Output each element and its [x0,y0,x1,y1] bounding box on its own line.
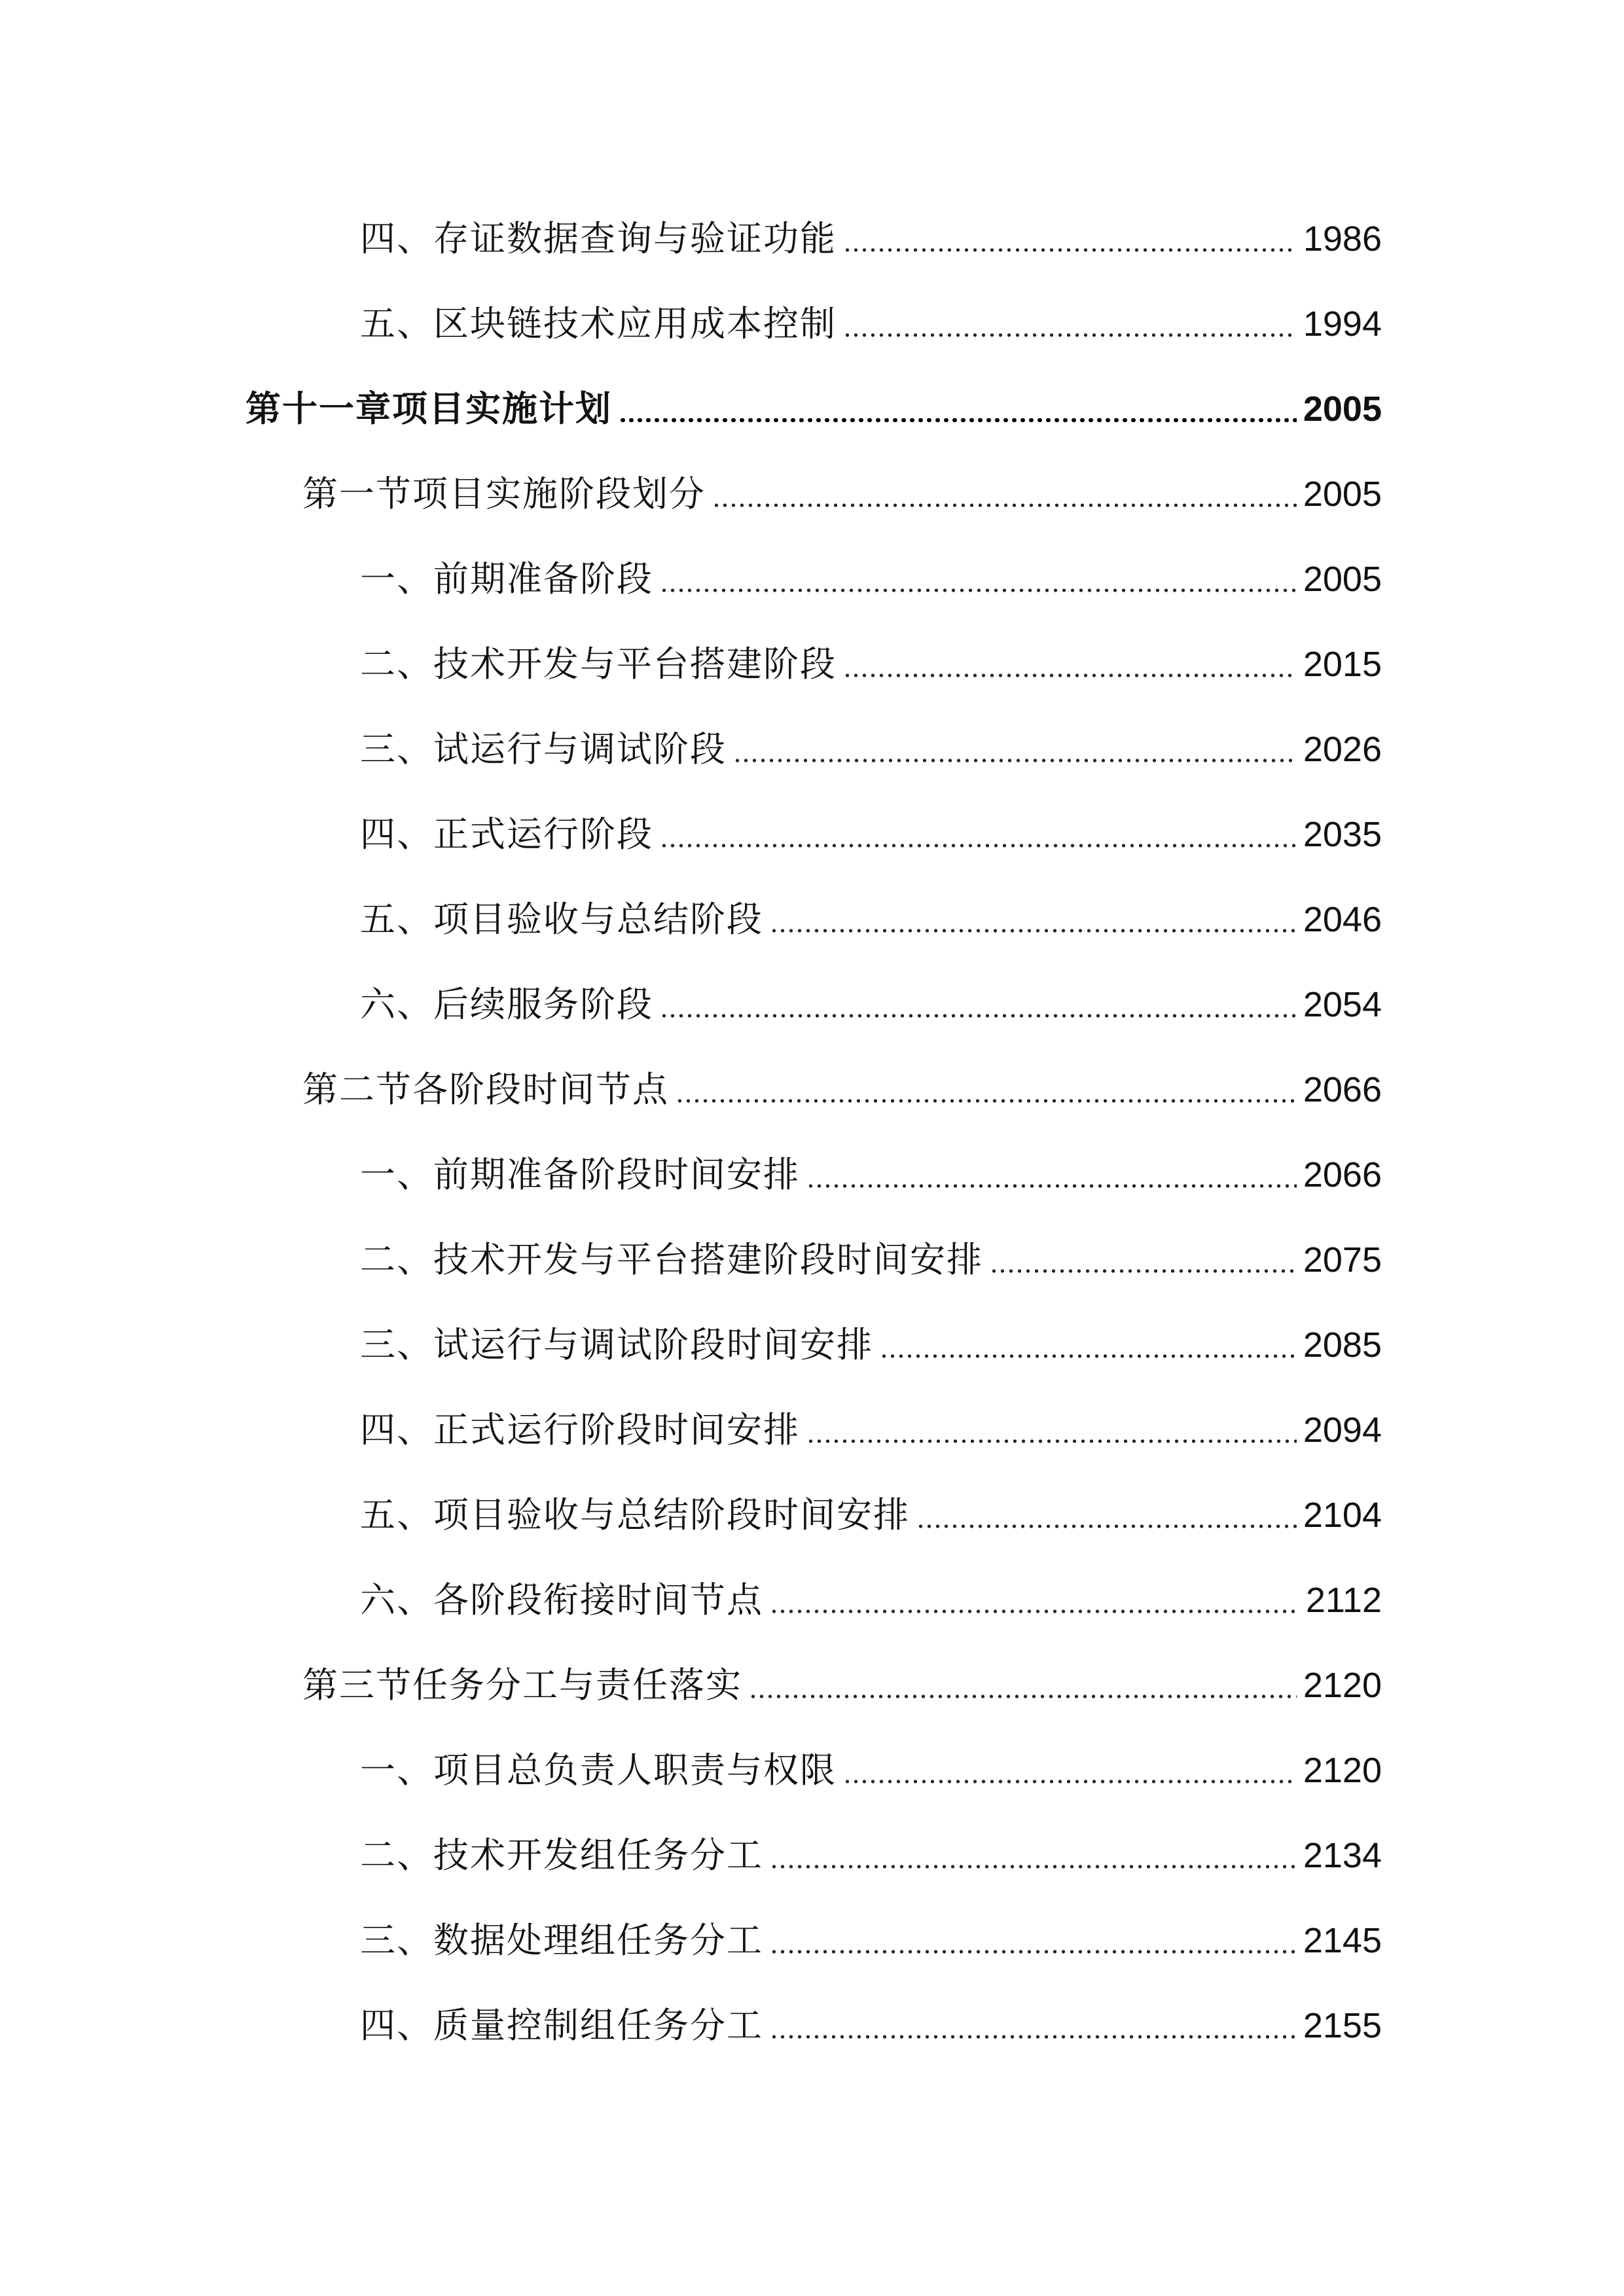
toc-entry-page: 2112 [1305,1581,1382,1620]
toc-entry-page: 2035 [1303,815,1382,854]
toc-entry[interactable] [360,295,1382,353]
toc-entry-page: 2015 [1303,645,1382,684]
toc-entry-title: 第一节项目实施阶段划分 [302,473,706,514]
dot-leader [770,1911,1297,1970]
toc-entry-title: 四、存证数据查询与验证功能 [360,218,837,259]
toc-entry[interactable] [360,1996,1382,2055]
toc-entry[interactable] [360,975,1382,1034]
toc-entry[interactable] [360,805,1382,864]
dot-leader [843,295,1297,353]
toc-entry-title: 一、项目总负责人职责与权限 [360,1749,837,1791]
toc-entry[interactable] [360,550,1382,609]
dot-leader [843,635,1297,694]
toc-entry-page: 2046 [1303,900,1382,939]
dot-leader [770,1826,1297,1885]
toc-entry-title: 六、后续服务阶段 [360,984,653,1025]
dot-leader [660,805,1297,864]
toc-chapter-entry[interactable] [245,380,1382,439]
toc-entry-page: 2005 [1303,560,1382,599]
toc-entry-page: 2145 [1303,1921,1382,1960]
toc-entry-title: 四、正式运行阶段时间安排 [360,1409,800,1450]
toc-entry-title: 第三节任务分工与责任落实 [302,1664,742,1706]
toc-entry-page: 2085 [1303,1325,1382,1365]
toc-entry[interactable] [360,1571,1382,1630]
toc-entry-page: 1986 [1303,219,1382,259]
toc-entry-title: 五、项目验收与总结阶段时间安排 [360,1494,910,1535]
dot-leader [770,1996,1297,2055]
dot-leader [990,1230,1297,1289]
toc-entry-title: 二、技术开发组任务分工 [360,1835,763,1876]
toc-entry-title: 四、质量控制组任务分工 [360,2005,763,2046]
dot-leader [843,209,1297,268]
toc-entry-page: 2066 [1303,1155,1382,1194]
toc-entry-page: 2120 [1303,1751,1382,1790]
toc-entry[interactable] [360,720,1382,779]
toc-entry-title: 第十一章项目实施计划 [245,388,612,429]
dot-leader [749,1656,1297,1715]
dot-leader [806,1145,1297,1204]
toc-entry-title: 第二节各阶段时间节点 [302,1069,669,1110]
toc-entry-page: 2054 [1303,985,1382,1024]
toc-entry-page: 2005 [1303,389,1382,429]
toc-entry[interactable] [360,209,1382,268]
toc-entry-title: 四、正式运行阶段 [360,814,653,855]
dot-leader [770,890,1297,949]
toc-entry[interactable] [360,1486,1382,1545]
toc-entry-title: 五、项目验收与总结阶段 [360,899,763,940]
toc-entry-page: 2094 [1303,1410,1382,1450]
toc-entry-page: 1994 [1303,304,1382,344]
toc-entry-title: 一、前期准备阶段 [360,558,653,600]
toc-section-entry[interactable] [302,465,1382,524]
toc-entry-page: 2155 [1303,2006,1382,2045]
toc-entry[interactable] [360,1826,1382,1885]
dot-leader [660,550,1297,609]
toc-entry-title: 六、各阶段衔接时间节点 [360,1579,763,1621]
toc-section-entry[interactable] [302,1656,1382,1715]
dot-leader [676,1060,1297,1119]
toc-entry-page: 2005 [1303,475,1382,514]
dot-leader [916,1486,1297,1545]
dot-leader [880,1316,1297,1374]
toc-entry[interactable] [360,890,1382,949]
toc-entry-title: 三、数据处理组任务分工 [360,1920,763,1961]
toc-entry-page: 2134 [1303,1836,1382,1875]
toc-entry[interactable] [360,1145,1382,1204]
toc-entry[interactable] [360,1911,1382,1970]
dot-leader [806,1401,1297,1460]
toc-entry[interactable] [360,1741,1382,1800]
toc-entry-page: 2104 [1303,1496,1382,1535]
toc-entry-page: 2075 [1303,1240,1382,1280]
dot-leader [660,975,1297,1034]
toc-entry-title: 三、试运行与调试阶段时间安排 [360,1324,873,1365]
toc-entry-title: 二、技术开发与平台搭建阶段 [360,643,837,685]
toc-entry-title: 五、区块链技术应用成本控制 [360,303,837,344]
dot-leader [619,380,1297,439]
dot-leader [712,465,1297,524]
toc-entry-page: 2026 [1303,730,1382,769]
toc-entry[interactable] [360,1230,1382,1289]
toc-entry-title: 一、前期准备阶段时间安排 [360,1154,800,1195]
dot-leader [843,1741,1297,1800]
toc-entry-title: 二、技术开发与平台搭建阶段时间安排 [360,1239,983,1280]
toc-entry-title: 三、试运行与调试阶段 [360,728,727,770]
dot-leader [733,720,1297,779]
toc-entry-page: 2066 [1303,1070,1382,1109]
toc-entry-page: 2120 [1303,1666,1382,1705]
toc-entry[interactable] [360,1316,1382,1374]
dot-leader [770,1571,1299,1630]
toc-entry[interactable] [360,635,1382,694]
toc-section-entry[interactable] [302,1060,1382,1119]
toc-entry[interactable] [360,1401,1382,1460]
